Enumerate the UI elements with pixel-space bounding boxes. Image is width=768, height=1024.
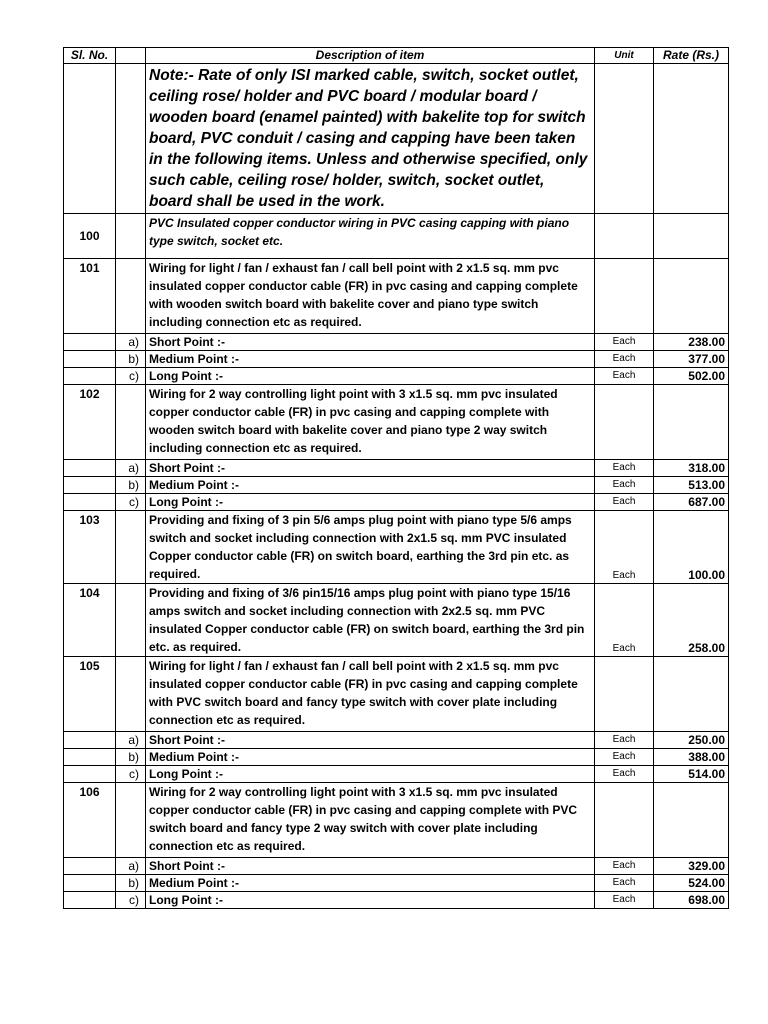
sub-unit: Each bbox=[595, 351, 654, 368]
sub-label: c) bbox=[116, 892, 146, 909]
sub-row bbox=[64, 494, 729, 511]
rate-schedule-table bbox=[63, 47, 729, 909]
sub-label: c) bbox=[116, 368, 146, 385]
sub-label: a) bbox=[116, 858, 146, 875]
sub-name: Short Point :- bbox=[146, 334, 595, 351]
note-unit bbox=[595, 64, 654, 214]
item-blank bbox=[116, 584, 146, 657]
sub-label: b) bbox=[116, 875, 146, 892]
sub-row bbox=[64, 334, 729, 351]
table-row bbox=[64, 584, 729, 657]
sub-rate: 238.00 bbox=[654, 334, 729, 351]
item-rate: 100.00 bbox=[654, 511, 729, 584]
sub-unit: Each bbox=[595, 494, 654, 511]
sub-unit: Each bbox=[595, 334, 654, 351]
note-rate bbox=[654, 64, 729, 214]
sub-name: Medium Point :- bbox=[146, 351, 595, 368]
sub-rate: 318.00 bbox=[654, 460, 729, 477]
item-blank bbox=[116, 259, 146, 334]
sub-rate: 250.00 bbox=[654, 732, 729, 749]
note-text: Note:- Rate of only ISI marked cable, switch, socket outlet, ceiling rose/ holder and PVC board / modular board / wooden board (enamel painted) with bakelite top for switch board, PVC conduit / casing and capping have been taken in the following items. Unless and otherwise specified, only such cable, ceiling rose/ holder, switch, socket outlet, board shall be used in the work. bbox=[146, 64, 595, 214]
item-description: Wiring for light / fan / exhaust fan / call bell point with 2 x1.5 sq. mm pvc insulated copper conductor cable (FR) in pvc casing and capping complete with wooden switch board with bakelite cover and piano type switch including connection etc as required. bbox=[146, 259, 595, 334]
sub-name: Medium Point :- bbox=[146, 749, 595, 766]
header-blank bbox=[116, 48, 146, 64]
item-rate bbox=[654, 783, 729, 858]
sub-unit: Each bbox=[595, 875, 654, 892]
note-blank bbox=[116, 64, 146, 214]
sub-row bbox=[64, 892, 729, 909]
sub-name: Short Point :- bbox=[146, 732, 595, 749]
sub-rate: 388.00 bbox=[654, 749, 729, 766]
item-rate bbox=[654, 657, 729, 732]
intro-row bbox=[64, 214, 729, 259]
sub-name: Medium Point :- bbox=[146, 875, 595, 892]
sub-row bbox=[64, 460, 729, 477]
sub-name: Long Point :- bbox=[146, 766, 595, 783]
sub-row bbox=[64, 732, 729, 749]
sub-label: b) bbox=[116, 749, 146, 766]
item-rate bbox=[654, 385, 729, 460]
item-blank bbox=[116, 511, 146, 584]
table-row bbox=[64, 657, 729, 732]
sub-slno bbox=[64, 334, 116, 351]
item-slno: 101 bbox=[64, 259, 116, 334]
item-rate: 258.00 bbox=[654, 584, 729, 657]
sub-slno bbox=[64, 351, 116, 368]
sub-row bbox=[64, 875, 729, 892]
item-unit bbox=[595, 385, 654, 460]
sub-name: Short Point :- bbox=[146, 460, 595, 477]
item-slno: 105 bbox=[64, 657, 116, 732]
header-row bbox=[64, 48, 729, 64]
item-unit bbox=[595, 259, 654, 334]
header-slno: Sl. No. bbox=[64, 48, 116, 64]
item-unit: Each bbox=[595, 584, 654, 657]
table-row bbox=[64, 783, 729, 858]
sub-row bbox=[64, 766, 729, 783]
items-body bbox=[64, 259, 729, 909]
sub-label: c) bbox=[116, 494, 146, 511]
sub-label: a) bbox=[116, 334, 146, 351]
sub-slno bbox=[64, 892, 116, 909]
note-row bbox=[64, 64, 729, 214]
sub-row bbox=[64, 368, 729, 385]
sub-slno bbox=[64, 749, 116, 766]
sub-row bbox=[64, 351, 729, 368]
sub-rate: 502.00 bbox=[654, 368, 729, 385]
item-description: Wiring for 2 way controlling light point with 3 x1.5 sq. mm pvc insulated copper conductor cable (FR) in pvc casing and capping complete with PVC switch board and fancy type 2 way switch with cover plate including connection etc as required. bbox=[146, 783, 595, 858]
item-slno: 106 bbox=[64, 783, 116, 858]
sub-slno bbox=[64, 368, 116, 385]
sub-rate: 687.00 bbox=[654, 494, 729, 511]
item-blank bbox=[116, 385, 146, 460]
sub-unit: Each bbox=[595, 892, 654, 909]
table-row bbox=[64, 385, 729, 460]
sub-unit: Each bbox=[595, 858, 654, 875]
sub-rate: 377.00 bbox=[654, 351, 729, 368]
sub-unit: Each bbox=[595, 368, 654, 385]
intro-text: PVC Insulated copper conductor wiring in PVC casing capping with piano type switch, socket etc. bbox=[146, 214, 595, 259]
table-row bbox=[64, 259, 729, 334]
item-unit bbox=[595, 783, 654, 858]
sub-rate: 698.00 bbox=[654, 892, 729, 909]
item-rate bbox=[654, 259, 729, 334]
sub-unit: Each bbox=[595, 766, 654, 783]
sub-name: Long Point :- bbox=[146, 368, 595, 385]
sub-name: Short Point :- bbox=[146, 858, 595, 875]
intro-unit bbox=[595, 214, 654, 259]
item-description: Providing and fixing of 3 pin 5/6 amps plug point with piano type 5/6 amps switch and socket including connection with 2x1.5 sq. mm PVC insulated Copper conductor cable (FR) on switch board, earthing the 3rd pin etc. as required. bbox=[146, 511, 595, 584]
sub-row bbox=[64, 749, 729, 766]
sub-rate: 513.00 bbox=[654, 477, 729, 494]
item-description: Wiring for 2 way controlling light point with 3 x1.5 sq. mm pvc insulated copper conductor cable (FR) in pvc casing and capping complete with wooden switch board with bakelite cover and piano type 2 way switch including connection etc as required. bbox=[146, 385, 595, 460]
item-blank bbox=[116, 783, 146, 858]
sub-unit: Each bbox=[595, 732, 654, 749]
sub-slno bbox=[64, 494, 116, 511]
sub-unit: Each bbox=[595, 749, 654, 766]
header-description: Description of item bbox=[146, 48, 595, 64]
intro-slno: 100 bbox=[64, 214, 116, 259]
item-slno: 103 bbox=[64, 511, 116, 584]
sub-name: Long Point :- bbox=[146, 892, 595, 909]
sub-slno bbox=[64, 460, 116, 477]
header-unit: Unit bbox=[595, 48, 654, 64]
item-slno: 104 bbox=[64, 584, 116, 657]
note-slno bbox=[64, 64, 116, 214]
sub-name: Long Point :- bbox=[146, 494, 595, 511]
sub-slno bbox=[64, 875, 116, 892]
sub-label: a) bbox=[116, 460, 146, 477]
item-unit: Each bbox=[595, 511, 654, 584]
sub-slno bbox=[64, 766, 116, 783]
sub-label: a) bbox=[116, 732, 146, 749]
sub-unit: Each bbox=[595, 460, 654, 477]
sub-row bbox=[64, 477, 729, 494]
table-row bbox=[64, 511, 729, 584]
item-unit bbox=[595, 657, 654, 732]
sub-slno bbox=[64, 858, 116, 875]
sub-rate: 524.00 bbox=[654, 875, 729, 892]
item-description: Wiring for light / fan / exhaust fan / call bell point with 2 x1.5 sq. mm pvc insulated copper conductor cable (FR) in pvc casing and capping complete with PVC switch board and fancy type switch with cover plate including connection etc as required. bbox=[146, 657, 595, 732]
sub-rate: 329.00 bbox=[654, 858, 729, 875]
sub-label: b) bbox=[116, 477, 146, 494]
intro-blank bbox=[116, 214, 146, 259]
intro-rate bbox=[654, 214, 729, 259]
sub-rate: 514.00 bbox=[654, 766, 729, 783]
sub-label: c) bbox=[116, 766, 146, 783]
header-rate: Rate (Rs.) bbox=[654, 48, 729, 64]
sub-row bbox=[64, 858, 729, 875]
sub-slno bbox=[64, 732, 116, 749]
item-description: Providing and fixing of 3/6 pin15/16 amps plug point with piano type 15/16 amps switch and socket including connection with 2x2.5 sq. mm PVC insulated Copper conductor cable (FR) on switch board, earthing the 3rd pin etc. as required. bbox=[146, 584, 595, 657]
sub-unit: Each bbox=[595, 477, 654, 494]
item-slno: 102 bbox=[64, 385, 116, 460]
item-blank bbox=[116, 657, 146, 732]
sub-slno bbox=[64, 477, 116, 494]
sub-name: Medium Point :- bbox=[146, 477, 595, 494]
sub-label: b) bbox=[116, 351, 146, 368]
